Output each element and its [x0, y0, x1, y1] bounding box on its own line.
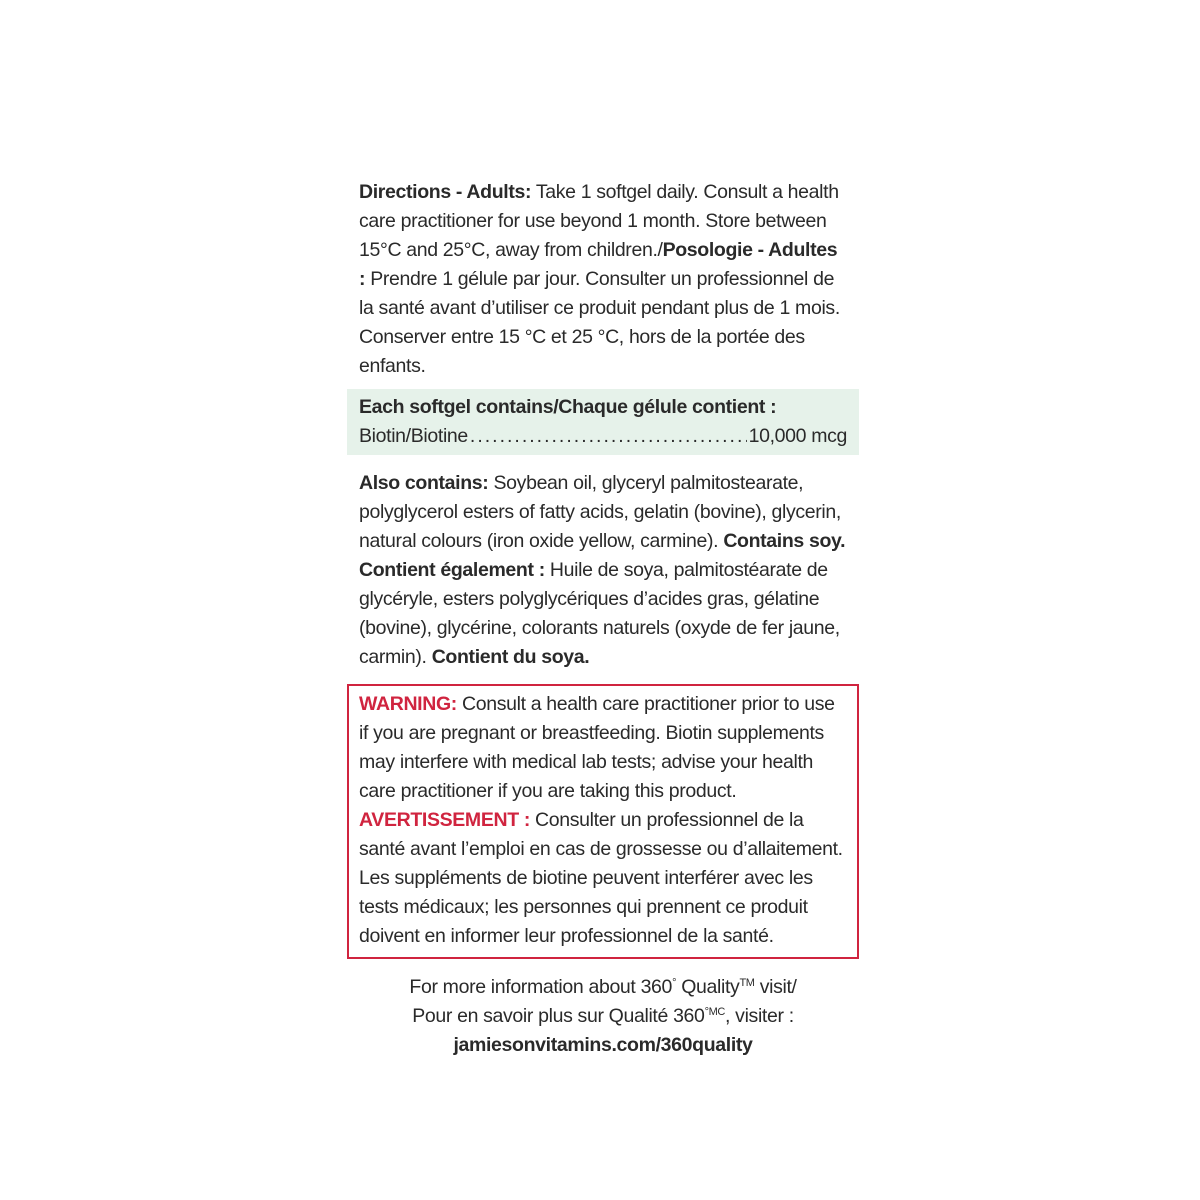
- footer-text-fr-b: , visiter :: [725, 1005, 794, 1027]
- contains-heading: Each softgel contains/Chaque gélule contient :: [359, 396, 777, 418]
- also-contains-text-en: Soybean oil, glyceryl palmitostearate, polyglycerol esters of fatty acids, gelatin (bovine), glycerin, natural colours (iron oxide yellow, carmine).: [359, 472, 841, 552]
- footer-line-en: [347, 973, 859, 1002]
- warning-heading-fr: AVERTISSEMENT :: [359, 809, 530, 831]
- directions-text-en: Take 1 softgel daily. Consult a health care practitioner for use beyond 1 month. Store between 15°C and 25°C, away from children./: [359, 181, 839, 261]
- directions-heading-fr: Posologie - Adultes :: [359, 239, 838, 290]
- footer-text-fr-a: Pour en savoir plus sur Qualité 360: [412, 1005, 705, 1027]
- also-contains-text-fr: Huile de soya, palmitostéarate de glycéryle, esters polyglycériques d’acides gras, gélatine (bovine), glycérine, colorants naturels (oxyde de fer jaune, carmin).: [359, 559, 840, 668]
- also-contains-section: [347, 469, 859, 672]
- warning-text-en: Consult a health care practitioner prior to use if you are pregnant or breastfeeding. Biotin supplements may interfere with medical lab tests; advise your health care practitioner if you are taking this product.: [359, 693, 835, 802]
- directions-heading-en: Directions - Adults:: [359, 181, 532, 203]
- allergen-en: Contains soy.: [723, 530, 846, 552]
- ingredient-row: [359, 422, 847, 451]
- mc-sup: °MC: [704, 1006, 726, 1018]
- footer-line-fr: [347, 1002, 859, 1031]
- footer-degree-en: °: [672, 977, 677, 989]
- allergen-fr: Contient du soya.: [431, 646, 590, 668]
- footer-text-en-b: Quality: [676, 976, 740, 998]
- also-contains-heading-fr: Contient également :: [359, 559, 545, 581]
- ingredient-amount: 10,000 mcg: [748, 425, 847, 447]
- footer-section: [347, 973, 859, 1060]
- directions-text-fr: Prendre 1 gélule par jour. Consulter un professionnel de la santé avant d’utiliser ce produit pendant plus de 1 mois. Conserver entre 15 °C et 25 °C, hors de la portée des enfants.: [359, 268, 840, 377]
- warning-heading-en: WARNING:: [359, 693, 457, 715]
- contains-box: [347, 389, 859, 455]
- warning-text-fr: Consulter un professionnel de la santé avant l’emploi en cas de grossesse ou d’allaitement. Les suppléments de biotine peuvent interférer avec les tests médicaux; les personnes qui prennent ce produit doivent en informer leur professionnel de la santé.: [359, 809, 843, 947]
- footer-text-en-a: For more information about 360: [409, 976, 673, 998]
- also-contains-heading-en: Also contains:: [359, 472, 489, 494]
- trademark-sup: TM: [739, 977, 755, 989]
- warning-box: [347, 684, 859, 959]
- ingredient-name: Biotin/Biotine: [359, 425, 468, 447]
- footer-text-en-c: visit/: [754, 976, 797, 998]
- dot-leader: [470, 422, 747, 451]
- footer-url: jamiesonvitamins.com/360quality: [453, 1034, 753, 1056]
- directions-section: [347, 178, 859, 381]
- product-label: [347, 178, 859, 1060]
